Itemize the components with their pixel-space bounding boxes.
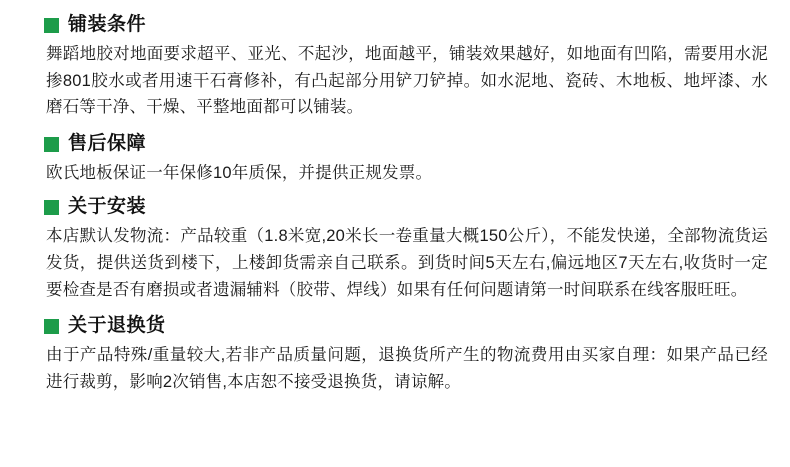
section-title: 铺装条件 xyxy=(68,14,147,35)
section-body-text: 舞蹈地胶对地面要求超平、亚光、不起沙，地面越平，铺装效果越好，如地面有凹陷，需要用水泥掺801胶水或者用速干石膏修补，有凸起部分用铲刀铲掉。如水泥地、瓷砖、木地板、地坪漆、水磨石等干净、干燥、平整地面都可以铺装。 xyxy=(46,44,768,117)
section-installation xyxy=(44,196,768,303)
section-header xyxy=(44,14,768,37)
section-returns-exchanges xyxy=(44,315,768,395)
section-paving-conditions xyxy=(44,14,768,121)
section-header xyxy=(44,196,768,219)
section-header xyxy=(44,133,768,156)
square-bullet-icon xyxy=(44,18,59,33)
section-body-text: 欧氏地板保证一年保修10年质保，并提供正规发票。 xyxy=(46,163,433,182)
section-body-text: 由于产品特殊/重量较大,若非产品质量问题，退换货所产生的物流费用由买家自理：如果产品已经进行裁剪，影响2次销售,本店恕不接受退换货，请谅解。 xyxy=(46,346,768,391)
section-title: 关于安装 xyxy=(68,196,147,218)
section-title: 关于退换货 xyxy=(68,315,166,337)
square-bullet-icon xyxy=(44,200,59,215)
square-bullet-icon xyxy=(44,319,59,334)
square-bullet-icon xyxy=(44,137,59,152)
section-title: 售后保障 xyxy=(68,132,147,154)
section-body-text: 本店默认发物流：产品较重（1.8米宽,20米长一卷重量大概150公斤），不能发快递，全部物流货运发货，提供送货到楼下，上楼卸货需亲自己联系。到货时间5天左右,偏远地区7天左右,收货时一定要检查是否有磨损或者遗漏辅料（胶带、焊线）如果有任何问题请第一时间联系在线客服旺旺。 xyxy=(46,227,768,299)
section-header xyxy=(44,315,768,338)
section-after-sales xyxy=(44,133,768,187)
